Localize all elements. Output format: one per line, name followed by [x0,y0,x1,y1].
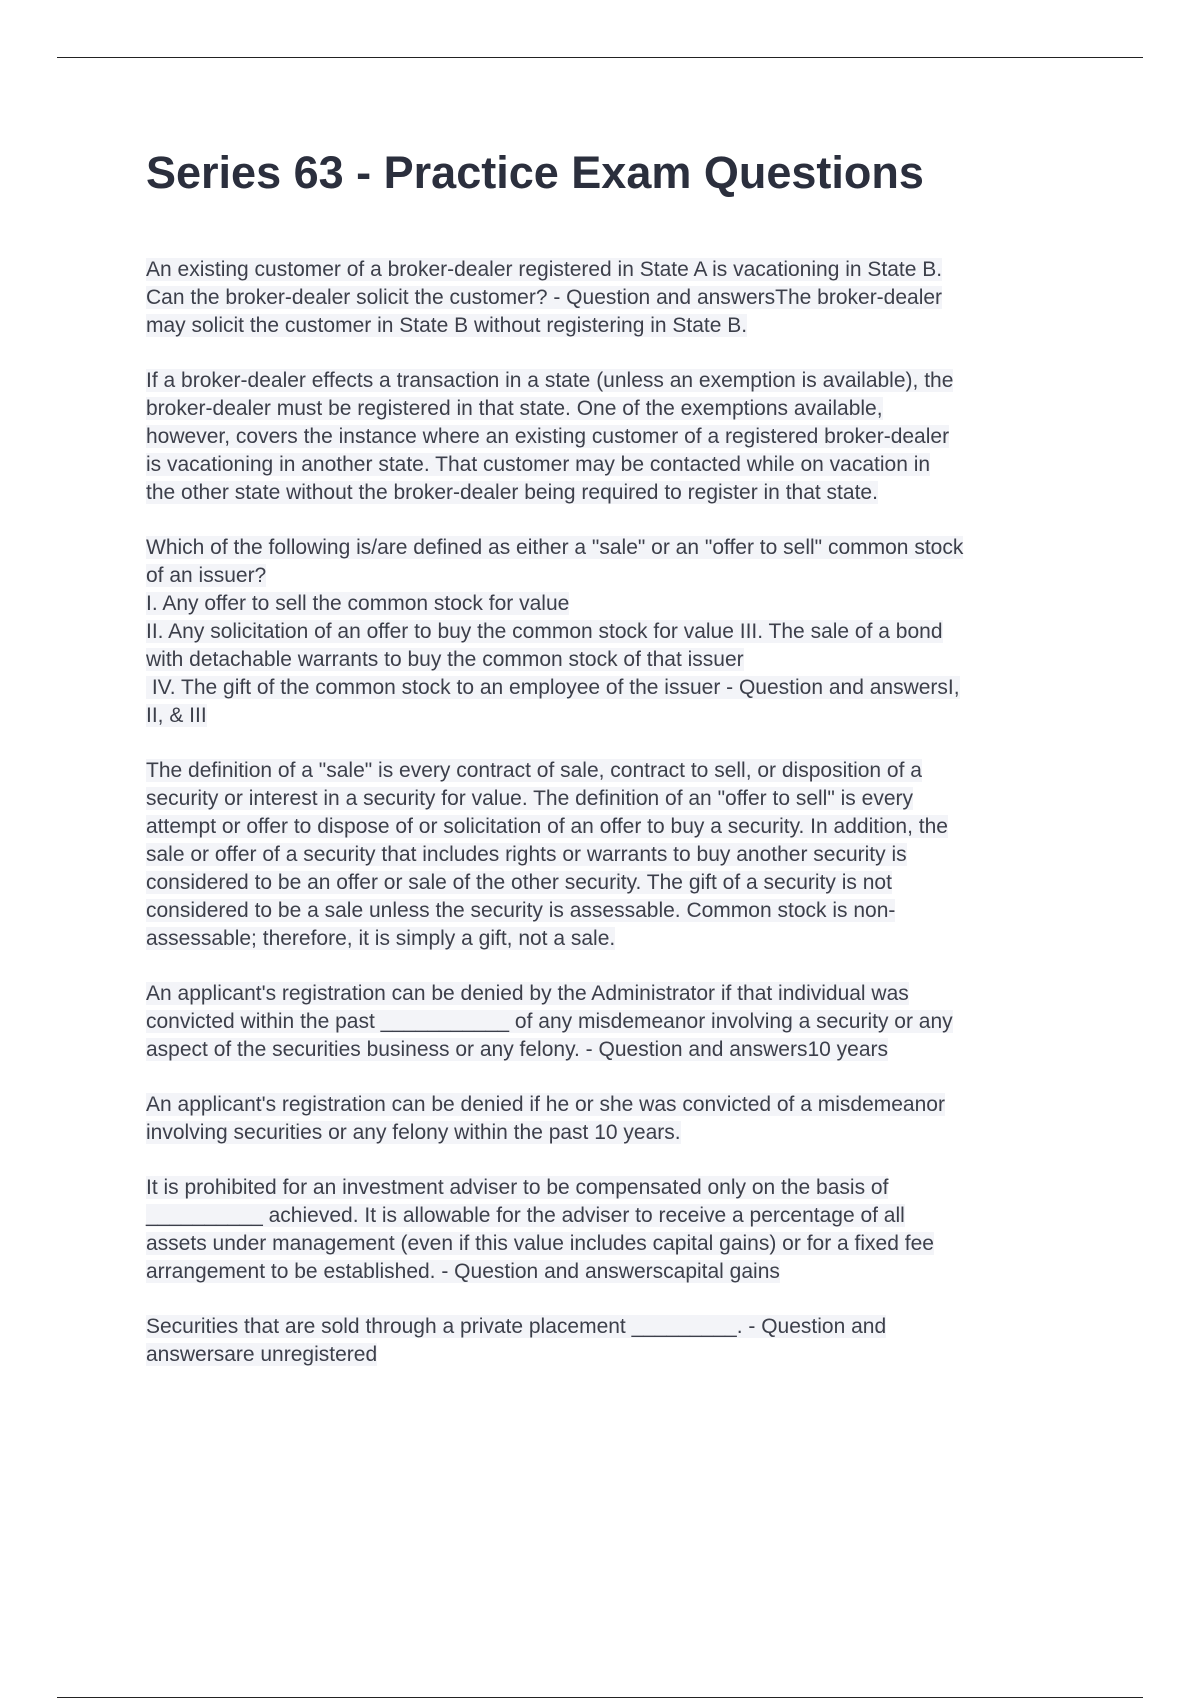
paragraph-line: The definition of a "sale" is every contract of sale, contract to sell, or disposition of a [146,759,922,782]
paragraph-line: of an issuer? [146,564,267,587]
top-rule [57,57,1143,58]
paragraph-line: arrangement to be established. - Question and answerscapital gains [146,1260,780,1283]
paragraph-line: assessable; therefore, it is simply a gift, not a sale. [146,927,616,950]
paragraph-6 [146,1091,1096,1147]
paragraph-line: is vacationing in another state. That customer may be contacted while on vacation in [146,453,931,476]
paragraph-line: may solicit the customer in State B without registering in State B. [146,314,748,337]
paragraph-line: sale or offer of a security that includes rights or warrants to buy another security is [146,843,907,866]
paragraph-line: __________ achieved. It is allowable for the adviser to receive a percentage of all [146,1204,905,1227]
paragraph-8 [146,1313,1096,1369]
paragraph-line: considered to be an offer or sale of the other security. The gift of a security is not [146,871,892,894]
paragraph-3 [146,534,1096,730]
paragraph-4 [146,757,1096,953]
paragraph-line: the other state without the broker-dealer being required to register in that state. [146,481,878,504]
paragraph-5 [146,980,1096,1064]
paragraph-line: Can the broker-dealer solicit the customer? - Question and answersThe broker-dealer [146,286,943,309]
paragraph-line: An existing customer of a broker-dealer registered in State A is vacationing in State B. [146,258,943,281]
paragraph-1 [146,256,1096,340]
paragraph-line: broker-dealer must be registered in that state. One of the exemptions available, [146,397,883,420]
paragraph-7 [146,1174,1096,1286]
paragraph-line: Which of the following is/are defined as either a "sale" or an "offer to sell" common stock [146,536,964,559]
paragraph-line: involving securities or any felony within the past 10 years. [146,1121,681,1144]
paragraph-line: An applicant's registration can be denied by the Administrator if that individual was [146,982,909,1005]
paragraph-line: considered to be a sale unless the security is assessable. Common stock is non- [146,899,896,922]
paragraph-line: however, covers the instance where an existing customer of a registered broker-dealer [146,425,950,448]
paragraph-line: attempt or offer to dispose of or solicitation of an offer to buy a security. In addition, the [146,815,948,838]
bottom-rule [57,1697,1143,1698]
paragraph-line: with detachable warrants to buy the common stock of that issuer [146,648,744,671]
paragraph-line: If a broker-dealer effects a transaction in a state (unless an exemption is available), the [146,369,954,392]
paragraph-line: aspect of the securities business or any felony. - Question and answers10 years [146,1038,889,1061]
paragraph-line: security or interest in a security for value. The definition of an "offer to sell" is every [146,787,913,810]
paragraph-line: IV. The gift of the common stock to an employee of the issuer - Question and answersI, [146,676,960,699]
document-body [146,256,1096,1396]
paragraph-line: convicted within the past ___________ of any misdemeanor involving a security or any [146,1010,953,1033]
paragraph-line: I. Any offer to sell the common stock for value [146,592,570,615]
paragraph-line: II, & III [146,704,207,727]
paragraph-line: assets under management (even if this value includes capital gains) or for a fixed fee [146,1232,934,1255]
paragraph-line: II. Any solicitation of an offer to buy the common stock for value III. The sale of a bond [146,620,943,643]
paragraph-line: It is prohibited for an investment adviser to be compensated only on the basis of [146,1176,889,1199]
paragraph-line: Securities that are sold through a private placement _________. - Question and [146,1315,887,1338]
paragraph-line: An applicant's registration can be denied if he or she was convicted of a misdemeanor [146,1093,945,1116]
paragraph-line: answersare unregistered [146,1343,378,1366]
page-title: Series 63 - Practice Exam Questions [146,147,924,198]
paragraph-2 [146,367,1096,507]
